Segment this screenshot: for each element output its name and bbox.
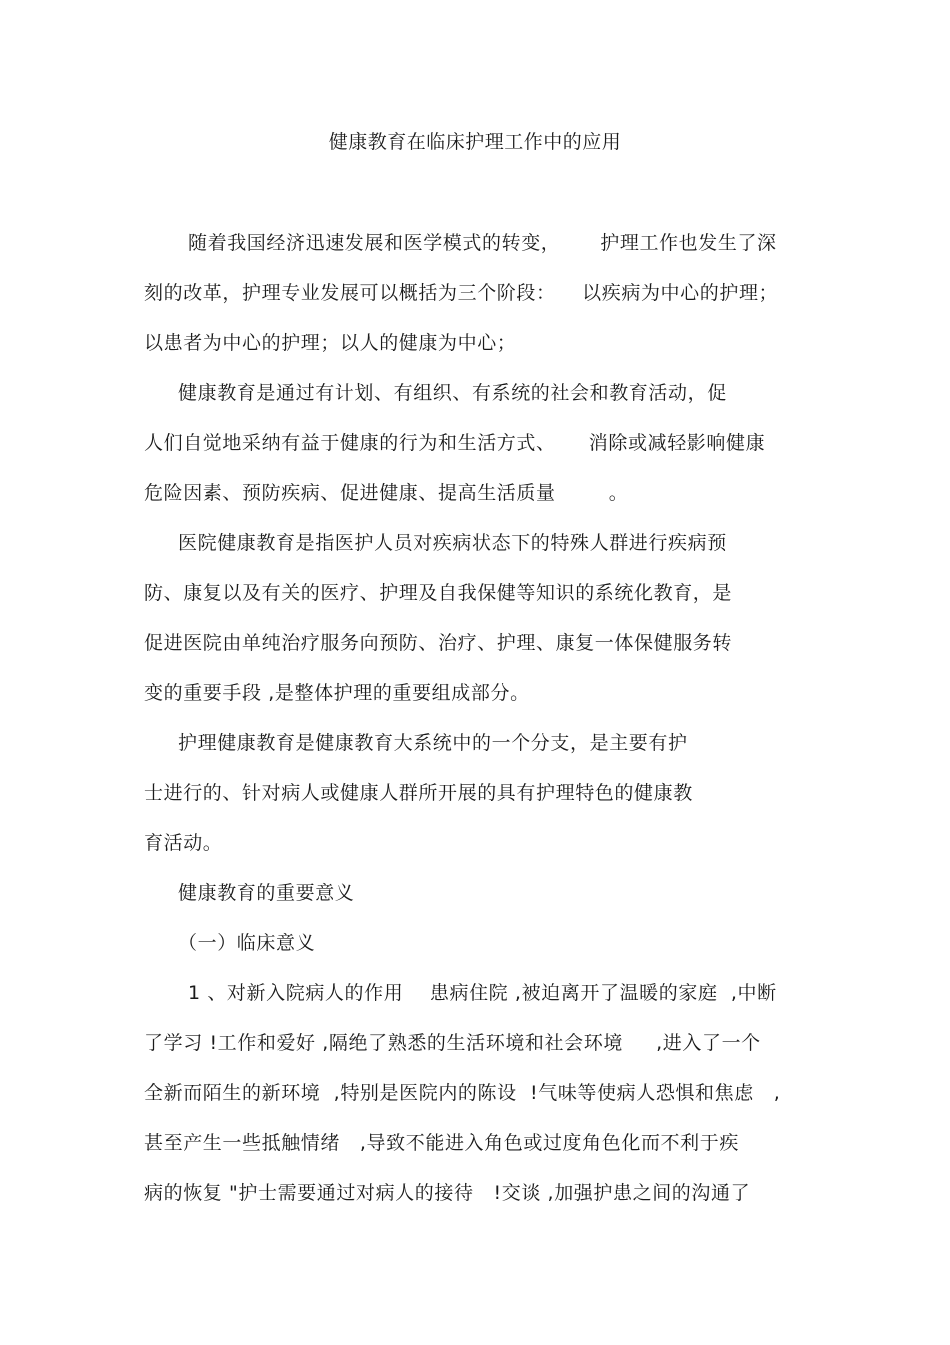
document-title: 健康教育在临床护理工作中的应用 xyxy=(328,131,622,153)
paragraph-line: 刻的改革，护理专业发展可以概括为三个阶段： 以疾病为中心的护理； xyxy=(144,282,779,304)
paragraph-line: 护理健康教育是健康教育大系统中的一个分支，是主要有护 xyxy=(178,732,688,754)
section-heading: 健康教育的重要意义 xyxy=(178,882,355,904)
paragraph-line: 病的恢复 "护士需要通过对病人的接待 !交谈 ,加强护患之间的沟通了 xyxy=(144,1182,751,1204)
paragraph-line: 以患者为中心的护理；以人的健康为中心； xyxy=(144,332,517,354)
paragraph-line: 医院健康教育是指医护人员对疾病状态下的特殊人群进行疾病预 xyxy=(178,532,727,554)
paragraph-line: 了学习 !工作和爱好 ,隔绝了熟悉的生活环境和社会环境 ,进入了一个 xyxy=(144,1032,761,1054)
paragraph-line: 健康教育是通过有计划、有组织、有系统的社会和教育活动，促 xyxy=(178,382,727,404)
paragraph-line: 防、康复以及有关的医疗、护理及自我保健等知识的系统化教育，是 xyxy=(144,582,733,604)
paragraph-line: 全新而陌生的新环境 ,特别是医院内的陈设 !气味等使病人恐惧和焦虑 , xyxy=(144,1082,781,1104)
subsection-heading: （一）临床意义 xyxy=(178,932,316,954)
paragraph-line: 士进行的、针对病人或健康人群所开展的具有护理特色的健康教 xyxy=(144,782,693,804)
paragraph-line: 1 、对新入院病人的作用 患病住院 ,被迫离开了温暖的家庭 ,中断 xyxy=(188,982,777,1004)
paragraph-line: 育活动。 xyxy=(144,832,223,854)
paragraph-line: 变的重要手段 ,是整体护理的重要组成部分。 xyxy=(144,682,530,704)
paragraph-line: 促进医院由单纯治疗服务向预防、治疗、护理、康复一体保健服务转 xyxy=(144,632,733,654)
paragraph-line: 甚至产生一些抵触情绪 ,导致不能进入角色或过度角色化而不利于疾 xyxy=(144,1132,739,1154)
paragraph-line: 人们自觉地采纳有益于健康的行为和生活方式、 消除或减轻影响健康 xyxy=(144,432,766,454)
paragraph-line: 危险因素、预防疾病、促进健康、提高生活质量 。 xyxy=(144,482,629,504)
paragraph-line: 随着我国经济迅速发展和医学模式的转变， 护理工作也发生了深 xyxy=(188,232,777,254)
